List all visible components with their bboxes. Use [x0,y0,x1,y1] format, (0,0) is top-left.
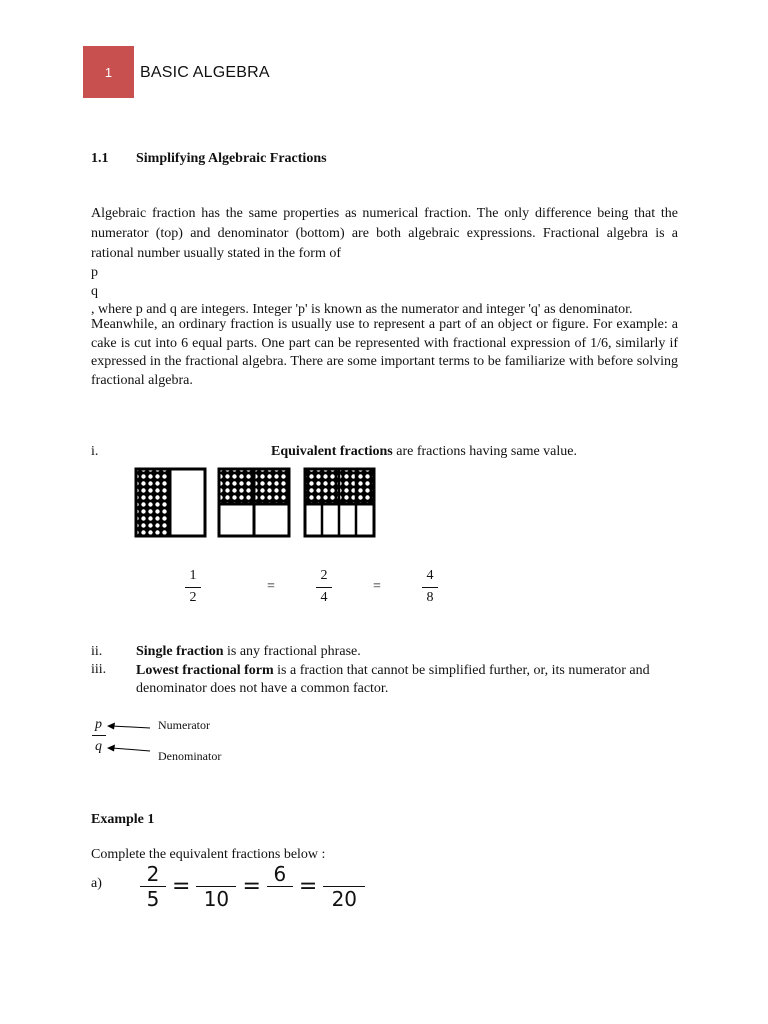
example-title: Example 1 [91,812,155,827]
example-denominator[interactable] [267,889,293,909]
paragraph1-part1: Algebraic fraction has the same properties as numerical fraction. The only difference being that the numerator (top) and denominator (bottom) are both algebraic expressions. Fractional algebra is a rational number usually stated in the form of [91,206,678,261]
example-instruction: Complete the equivalent fractions below : [91,847,326,862]
term3-label: iii. [91,662,107,677]
equivalent-fractions-diagram [133,466,378,540]
inline-frac-denominator: q [91,283,98,299]
term3-definition [136,662,681,698]
equals-sign: = [242,874,261,899]
fraction-two-quarters [316,568,332,606]
section-number: 1.1 [91,151,109,166]
term1-label: i. [91,444,99,459]
diagram-eighths [305,469,374,536]
chapter-number: 1 [104,64,113,80]
example-numerator: 2 [146,862,160,886]
example-denominator: 5 [146,887,160,911]
example-numerator[interactable] [196,864,236,884]
fraction-four-eighths [422,568,438,606]
example-numerator[interactable] [323,864,365,884]
example-denominator: 20 [331,887,358,911]
section-title: Simplifying Algebraic Fractions [136,151,327,166]
equals-sign: = [373,579,381,594]
equals-sign: = [267,579,275,594]
fraction-denominator: 2 [189,590,197,605]
fraction-denominator: 4 [320,590,328,605]
example-fraction-equation [140,864,365,909]
paragraph2-text: Meanwhile, an ordinary fraction is usually use to represent a part of an object or figure. For example: a cake is cut into 6 equal parts. One part can be represented with fractional expression of 1/6, similarly if expressed in the fractional algebra. There are some important terms to be familiarize with before solving fractional algebra. [91,317,678,388]
chapter-title: BASIC ALGEBRA [140,64,270,81]
example-denominator: 10 [203,887,230,911]
term2-definition [136,644,361,660]
paragraph1-part2: , where p and q are integers. Integer 'p' is known as the numerator and integer 'q' as denominator. [91,302,633,317]
term3-rest: is a fraction that cannot be simplified further, or, its numerator and denominator does not have a common factor. [136,663,650,696]
pq-fraction-bar [92,735,106,736]
example-fraction [140,864,166,909]
term1-bold: Equivalent fractions [271,444,393,459]
fraction-numerator: 4 [426,568,434,583]
term3-bold: Lowest fractional form [136,663,274,678]
pq-denominator: q [95,739,102,754]
diagram-half [136,469,205,536]
paragraph-ordinary-fraction [91,316,678,390]
example-fraction-blank-numerator [323,864,365,909]
example-part-label: a) [91,876,102,891]
fraction-numerator: 2 [320,568,328,583]
chapter-number-badge [83,46,134,98]
example-fraction-blank-numerator [196,864,236,909]
term2-bold: Single fraction [136,644,224,659]
fraction-one-half [185,568,201,606]
equals-sign: = [172,874,191,899]
equals-sign: = [298,874,318,899]
paragraph-algebraic-fraction [91,204,678,320]
example-fraction-blank-denominator [267,864,293,909]
diagram-quarters [219,469,289,536]
fraction-numerator: 1 [189,568,197,583]
numerator-label: Numerator [158,718,210,732]
term1-rest: are fractions having same value. [392,444,577,459]
term1-definition [271,444,577,460]
example-numerator: 6 [273,862,287,886]
term2-rest: is any fractional phrase. [223,644,361,659]
inline-frac-numerator: p [91,265,98,280]
pq-numerator: p [95,717,102,732]
denominator-label: Denominator [158,749,222,763]
arrow-icon [106,720,152,758]
term2-label: ii. [91,644,103,659]
fraction-denominator: 8 [426,590,434,605]
